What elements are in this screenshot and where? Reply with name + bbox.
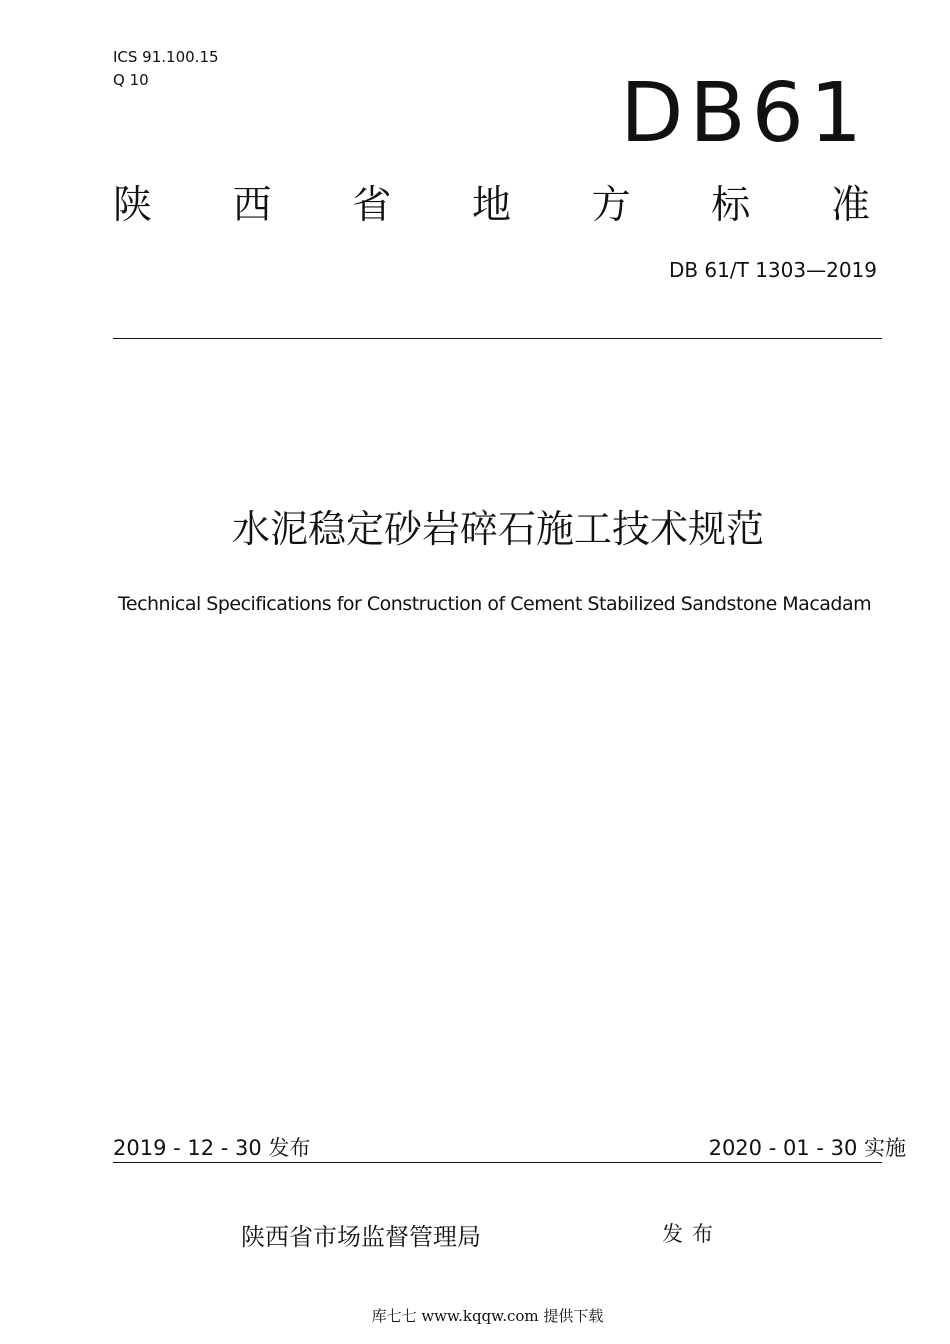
standard-type-char: 西: [232, 183, 272, 228]
standard-type-char: 地: [471, 183, 511, 228]
issue-date: 2019 - 12 - 30 发布: [113, 1136, 311, 1160]
standard-type-char: 陕: [113, 183, 153, 228]
issuer-name: 陕西省市场监督管理局: [241, 1223, 481, 1251]
title-english: Technical Specifications for Construction of Cement Stabilized Sandstone Macadam: [118, 593, 872, 615]
download-footer: 库七七 www.kqqw.com 提供下载: [371, 1307, 604, 1325]
issuer-action: 发布: [662, 1222, 722, 1246]
standard-type-char: 准: [830, 183, 870, 228]
standard-type-char: 方: [591, 183, 631, 228]
standard-type-char: 标: [711, 183, 751, 228]
implementation-date: 2020 - 01 - 30 实施: [708, 1136, 906, 1160]
title-chinese: 水泥稳定砂岩碎石施工技术规范: [231, 507, 764, 551]
db-code-logo: DB61: [620, 66, 868, 161]
top-divider: [113, 338, 882, 339]
standard-type-char: 省: [352, 183, 392, 228]
bottom-divider: [113, 1162, 882, 1163]
standard-number: DB 61/T 1303—2019: [668, 258, 877, 282]
standard-type: [113, 180, 870, 232]
classification-code: Q 10: [113, 71, 149, 89]
ics-code: ICS 91.100.15: [113, 48, 219, 66]
